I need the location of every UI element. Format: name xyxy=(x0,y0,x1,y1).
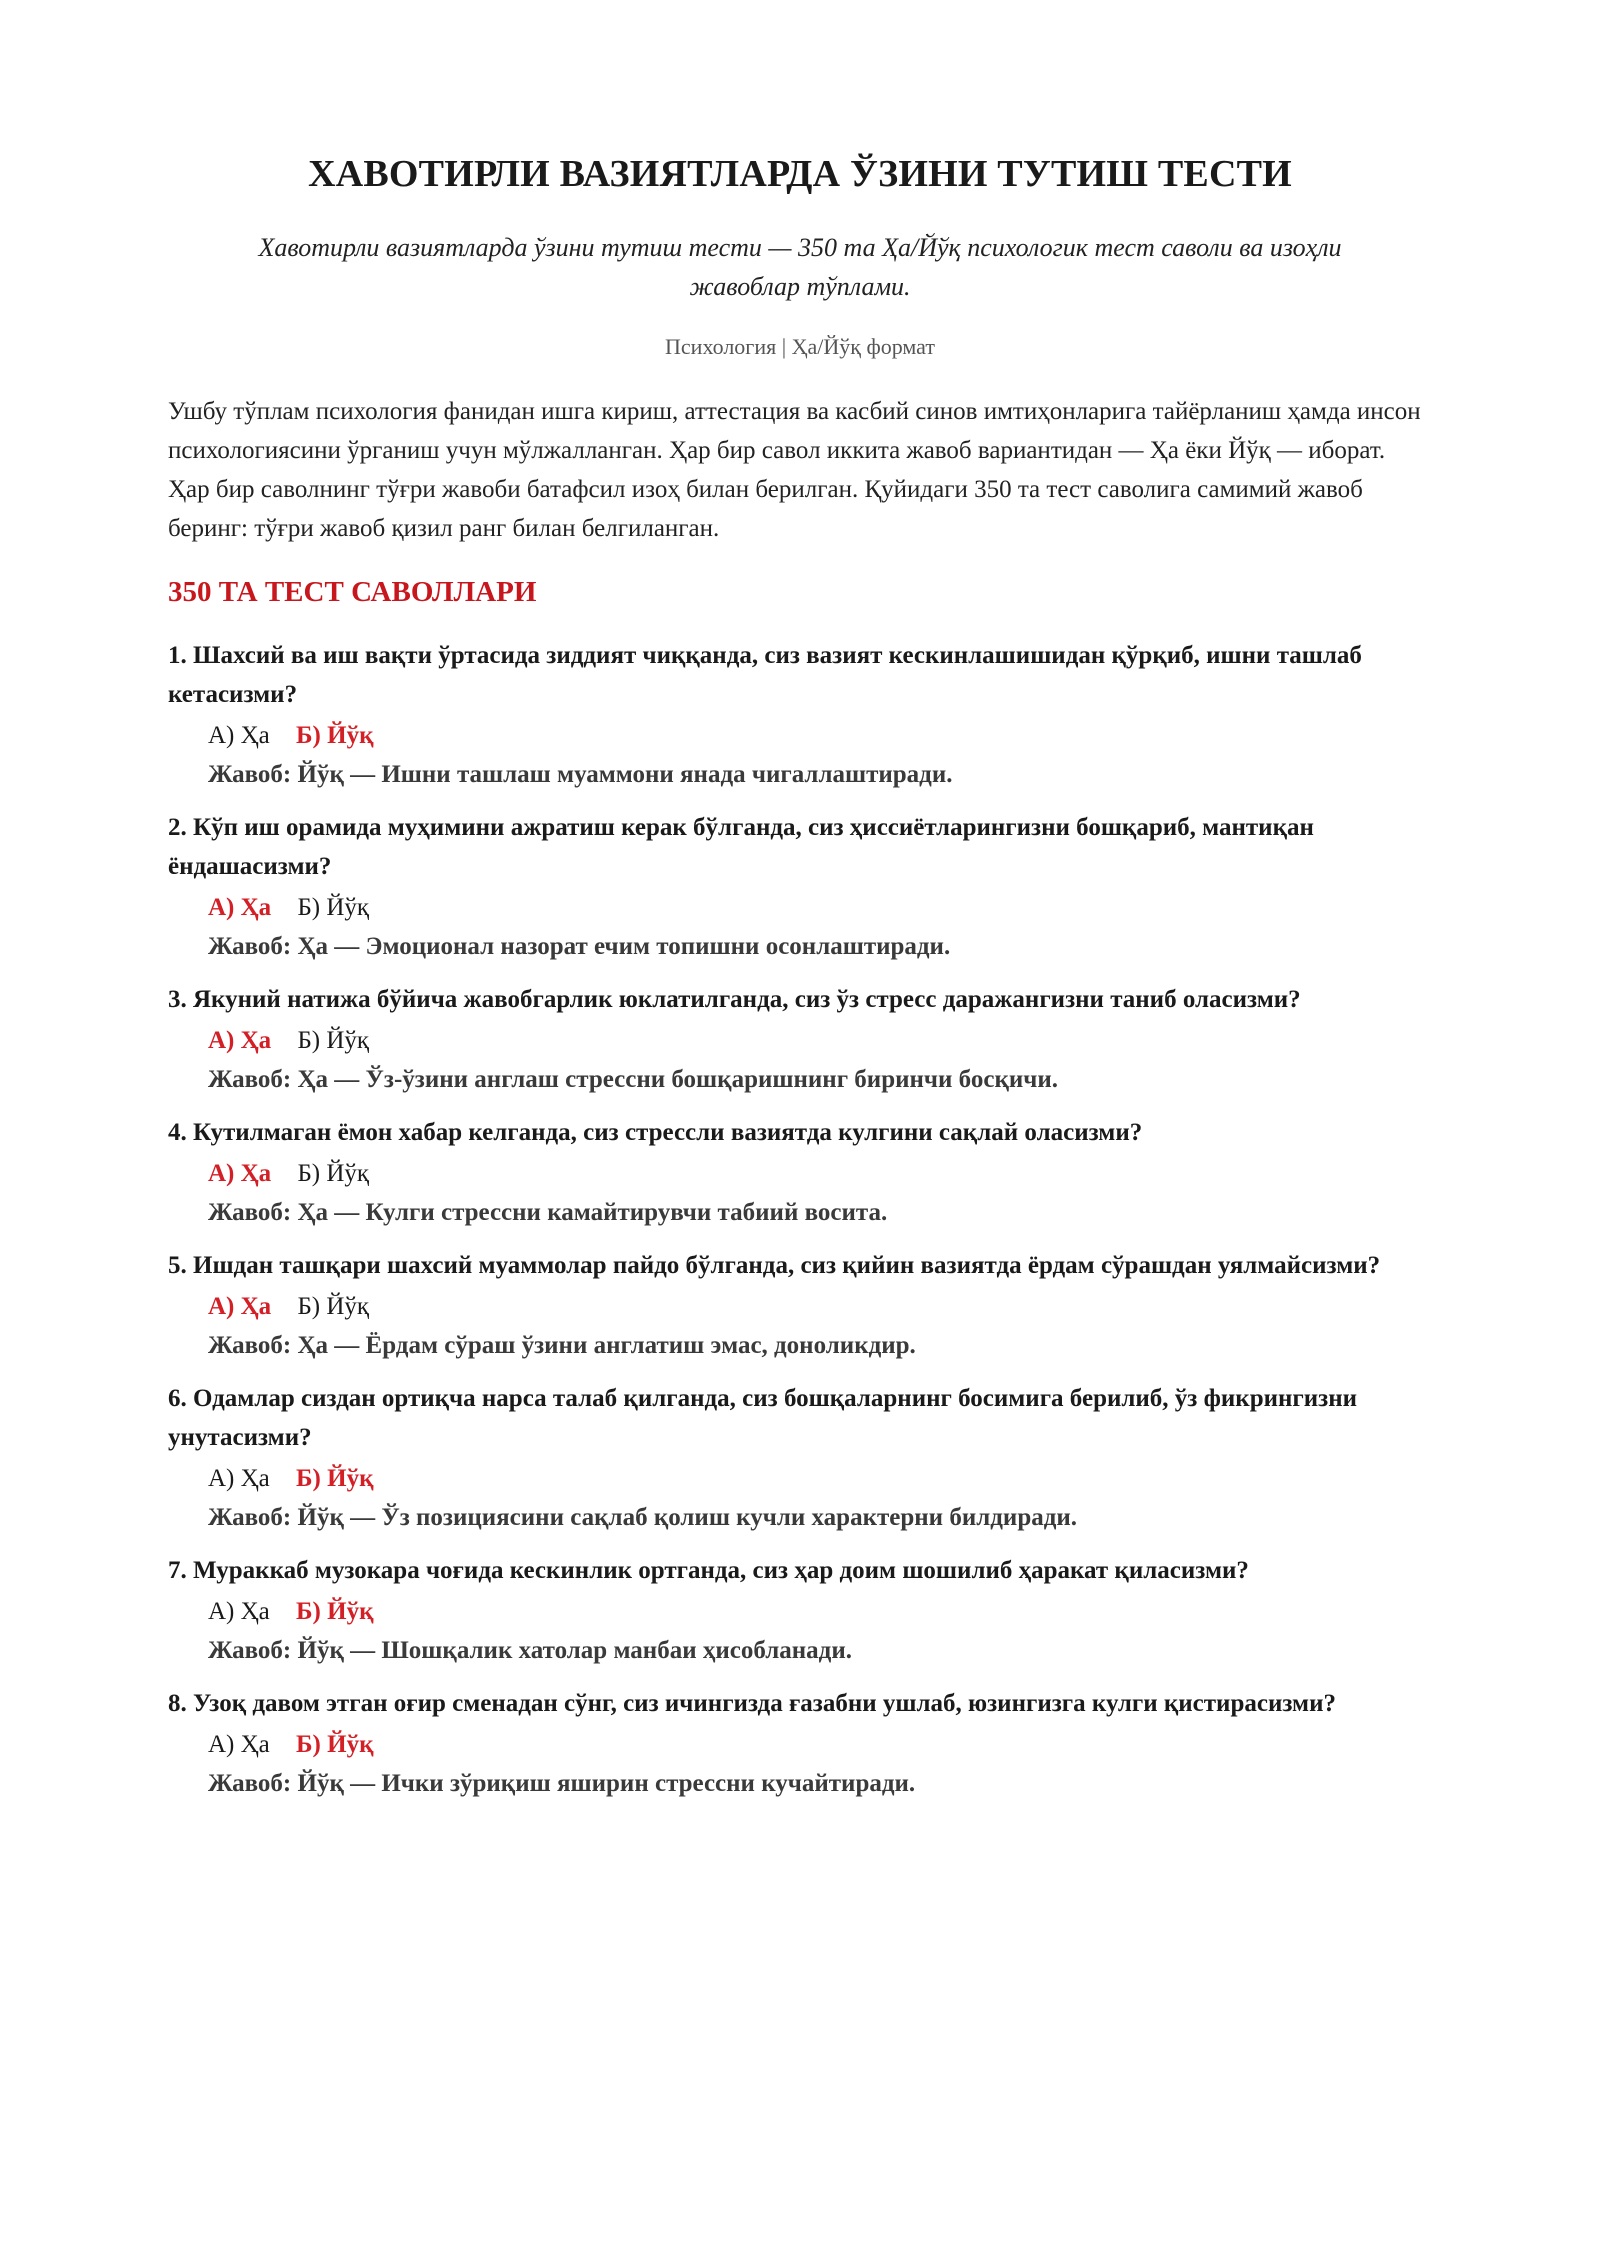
question-text: 8. Узоқ давом этган оғир сменадан сўнг, сиз ичингизда ғазабни ушлаб, юзингизга кулги қистирасизми? xyxy=(168,1690,1336,1717)
question-item xyxy=(168,1113,1432,1232)
answer-options xyxy=(168,716,1432,756)
subtitle: Хавотирли вазиятларда ўзини тутиш тести — 350 та Ҳа/Йўқ психологик тест саволи ва изоҳли жавоблар тўплами. xyxy=(258,233,1342,301)
answer-explanation: Жавоб: Йўқ — Ўз позициясини сақлаб қолиш кучли характерни билдиради. xyxy=(208,1504,1078,1531)
question-text: 1. Шахсий ва иш вақти ўртасида зиддият чиққанда, сиз вазият кескинлашишидан қўрқиб, ишни ташлаб кетасизми? xyxy=(168,642,1362,708)
option-yes[interactable]: А) Ҳа xyxy=(208,1731,270,1758)
question-item xyxy=(168,808,1432,966)
option-yes[interactable]: А) Ҳа xyxy=(208,894,272,921)
question-text: 7. Мураккаб музокара чоғида кескинлик ортганда, сиз ҳар доим шошилиб ҳаракат қиласизми? xyxy=(168,1557,1249,1584)
answer-options xyxy=(168,1725,1432,1765)
answer-explanation: Жавоб: Ҳа — Ёрдам сўраш ўзини англатиш эмас, доноликдир. xyxy=(208,1332,916,1359)
option-yes[interactable]: А) Ҳа xyxy=(208,1160,272,1187)
section-heading: 350 ТА ТЕСТ САВОЛЛАРИ xyxy=(168,576,537,608)
answer-options xyxy=(168,1459,1432,1499)
option-no[interactable]: Б) Йўқ xyxy=(297,1027,370,1054)
answer-explanation: Жавоб: Йўқ — Ишни ташлаш муаммони янада чигаллаштиради. xyxy=(208,761,953,788)
option-yes[interactable]: А) Ҳа xyxy=(208,1293,272,1320)
option-no[interactable]: Б) Йўқ xyxy=(296,1731,374,1758)
option-yes[interactable]: А) Ҳа xyxy=(208,1598,270,1625)
option-yes[interactable]: А) Ҳа xyxy=(208,722,270,749)
question-item xyxy=(168,1684,1432,1803)
answer-options xyxy=(168,1154,1432,1194)
answer-options xyxy=(168,888,1432,928)
answer-options xyxy=(168,1287,1432,1327)
category-meta: Психология | Ҳа/Йўқ формат xyxy=(665,334,935,359)
question-item xyxy=(168,1551,1432,1670)
question-text: 4. Кутилмаган ёмон хабар келганда, сиз стрессли вазиятда кулгини сақлай оласизми? xyxy=(168,1119,1143,1146)
answer-explanation: Жавоб: Йўқ — Шошқалик хатолар манбаи ҳисобланади. xyxy=(208,1637,852,1664)
option-no[interactable]: Б) Йўқ xyxy=(296,1465,374,1492)
answer-explanation: Жавоб: Ҳа — Кулги стрессни камайтирувчи табиий восита. xyxy=(208,1199,888,1226)
option-no[interactable]: Б) Йўқ xyxy=(297,1160,370,1187)
document-page xyxy=(168,150,1432,1817)
question-item xyxy=(168,980,1432,1099)
question-text: 2. Кўп иш орамида муҳимини ажратиш керак бўлганда, сиз ҳиссиётларингизни бошқариб, мантиқан ёндашасизми? xyxy=(168,814,1314,880)
question-list xyxy=(168,636,1432,1803)
option-no[interactable]: Б) Йўқ xyxy=(296,1598,374,1625)
option-no[interactable]: Б) Йўқ xyxy=(296,722,374,749)
option-yes[interactable]: А) Ҳа xyxy=(208,1027,272,1054)
question-text: 6. Одамлар сиздан ортиқча нарса талаб қилганда, сиз бошқаларнинг босимига берилиб, ўз фикрингизни унутасизми? xyxy=(168,1385,1358,1451)
question-text: 3. Якуний натижа бўйича жавобгарлик юклатилганда, сиз ўз стресс даражангизни таниб оласизми? xyxy=(168,986,1301,1013)
question-item xyxy=(168,1379,1432,1537)
option-no[interactable]: Б) Йўқ xyxy=(297,894,370,921)
answer-explanation: Жавоб: Ҳа — Эмоционал назорат ечим топишни осонлаштиради. xyxy=(208,933,951,960)
answer-explanation: Жавоб: Йўқ — Ички зўриқиш яширин стрессни кучайтиради. xyxy=(208,1770,916,1797)
intro-paragraph: Ушбу тўплам психология фанидан ишга кириш, аттестация ва касбий синов имтиҳонларига тайёрланиш ҳамда инсон психологиясини ўрганиш учун мўлжалланган. Ҳар бир савол иккита жавоб вариантидан — Ҳа ёки Йўқ — иборат. Ҳар бир саволнинг тўғри жавоби батафсил изоҳ билан берилган. Қуйидаги 350 та тест саволига самимий жавоб беринг: тўғри жавоб қизил ранг билан белгиланган. xyxy=(168,398,1421,542)
answer-options xyxy=(168,1021,1432,1061)
answer-explanation: Жавоб: Ҳа — Ўз-ўзини англаш стрессни бошқаришнинг биринчи босқичи. xyxy=(208,1066,1058,1093)
page-title: ХАВОТИРЛИ ВАЗИЯТЛАРДА ЎЗИНИ ТУТИШ ТЕСТИ xyxy=(308,153,1292,195)
question-text: 5. Ишдан ташқари шахсий муаммолар пайдо бўлганда, сиз қийин вазиятда ёрдам сўрашдан уялмайсизми? xyxy=(168,1252,1381,1279)
answer-options xyxy=(168,1592,1432,1632)
question-item xyxy=(168,1246,1432,1365)
option-yes[interactable]: А) Ҳа xyxy=(208,1465,270,1492)
question-item xyxy=(168,636,1432,794)
option-no[interactable]: Б) Йўқ xyxy=(297,1293,370,1320)
